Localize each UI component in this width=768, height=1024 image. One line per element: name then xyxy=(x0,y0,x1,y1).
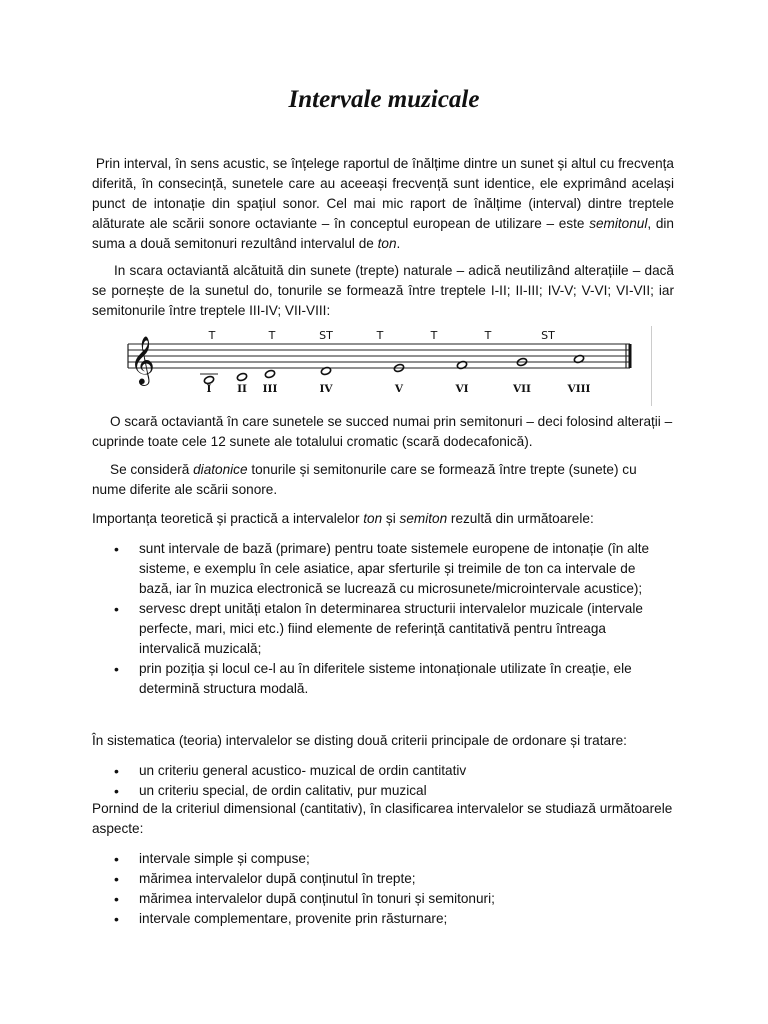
interval-step-label: ST xyxy=(319,329,333,342)
interval-step-label: T xyxy=(430,329,438,342)
music-staff-figure xyxy=(104,326,652,406)
paragraph-importance xyxy=(92,509,674,529)
italic-term: diatonice xyxy=(193,462,248,477)
list-item: • servesc drept unități etalon în determinarea structurii intervalelor muzicale (intervale perfecte, mari, mici etc.) fiind elemente de referință cantitativă pentru întreaga intervalică muzicală; xyxy=(92,599,652,659)
scale-degree-label: VIII xyxy=(567,383,591,395)
list-item: • sunt intervale de bază (primare) pentru toate sistemele europene de intonație (în alte sisteme, e exemplu în cele asiatice, apar sferturile și treimile de ton ca intervale de bază, iar în muzica electronică se lucrează cu microsunete/microintervale acustice); xyxy=(92,539,652,599)
list-item: • un criteriu general acustico- muzical de ordin cantitativ xyxy=(92,761,652,781)
scale-degree-label: IV xyxy=(319,383,333,395)
scale-degree-label: II xyxy=(237,383,247,395)
italic-term: semitonul xyxy=(589,216,648,231)
italic-term: ton xyxy=(377,236,397,251)
scale-degree-label: VI xyxy=(455,383,469,395)
text-run: Importanța teoretică și practică a intervalelor xyxy=(92,511,364,526)
scale-degree-label: III xyxy=(262,383,278,395)
paragraph-criteria: În sistematica (teoria) intervalelor se disting două criterii principale de ordonare și tratare: xyxy=(92,733,627,748)
italic-term: ton xyxy=(363,511,383,526)
text-run: Prin interval, în sens acustic, se înțelege raportul de înălțime dintre un sunet și altul cu frecvența diferită, în consecință, sunetele care au aceeași frecvență sunt identice, ele exprimând același punct de intonație din spațiul sonor. Cel mai mic raport de înălțime (interval) dintre treptele alăturate ale scării sonore octaviante – în conceptul european de utilizare – este xyxy=(92,156,674,231)
text-run: și xyxy=(382,511,400,526)
text-run: rezultă din următoarele: xyxy=(447,511,594,526)
list-item: • mărimea intervalelor după conținutul în tonuri și semitonuri; xyxy=(92,889,652,909)
aspects-list xyxy=(92,849,652,929)
interval-step-label: T xyxy=(268,329,276,342)
paragraph-diatonic xyxy=(92,460,674,500)
list-item: • un criteriu special, de ordin calitativ, pur muzical xyxy=(92,781,652,801)
list-item: • prin poziția și locul ce-l au în diferitele sisteme intonaționale utilizate în creație, ele determină structura modală. xyxy=(92,659,652,699)
interval-step-label: T xyxy=(376,329,384,342)
criteria-list xyxy=(92,761,652,801)
importance-list xyxy=(92,539,652,699)
list-item: • mărimea intervalelor după conținutul în trepte; xyxy=(92,869,652,889)
scale-degree-label: V xyxy=(394,383,404,395)
text-run: . xyxy=(396,236,401,251)
scale-degree-label: VII xyxy=(513,383,531,395)
paragraph-dimensional: Pornind de la criteriul dimensional (cantitativ), în clasificarea intervalelor se studiază următoarele aspecte: xyxy=(92,801,673,836)
text-run: Se consideră xyxy=(110,462,194,477)
treble-clef-icon: 𝄞 xyxy=(130,335,155,384)
interval-step-label: T xyxy=(208,329,216,342)
scale-degree-label: I xyxy=(206,383,212,395)
paragraph-definition xyxy=(92,154,674,254)
list-item: • intervale simple și compuse; xyxy=(92,849,652,869)
scale-notes xyxy=(200,354,585,384)
whole-note xyxy=(264,369,275,378)
list-item: • intervale complementare, provenite prin răsturnare; xyxy=(92,909,652,929)
whole-note xyxy=(236,372,247,381)
paragraph-chromatic: O scară octaviantă în care sunetele se succed numai prin semitonuri – deci folosind alterații – cuprinde toate cele 12 sunete ale totalului cromatic (scară dodecafonică). xyxy=(92,414,673,449)
scale-degree-labels xyxy=(207,383,591,395)
text-run: , din suma a două semitonuri rezultând intervalul de xyxy=(92,216,674,251)
text-run: tonurile și semitonurile care se formează între trepte (sunete) cu nume diferite ale scării sonore. xyxy=(92,462,637,497)
italic-term: semiton xyxy=(399,511,448,526)
staff-svg xyxy=(104,326,652,406)
staff-lines xyxy=(128,344,630,368)
interval-step-label: T xyxy=(484,329,492,342)
paragraph-natural-scale: In scara octaviantă alcătuită din sunete (trepte) naturale – adică neutilizând alterațiile – dacă se pornește de la sunetul do, tonurile se formează între treptele I-II; II-III; IV-V; V-VI; VI-VII; iar semitonurile între treptele III-IV; VII-VIII: xyxy=(92,263,674,318)
document-title: Intervale muzicale xyxy=(288,86,480,113)
interval-step-labels xyxy=(208,329,555,342)
interval-step-label: ST xyxy=(541,329,555,342)
